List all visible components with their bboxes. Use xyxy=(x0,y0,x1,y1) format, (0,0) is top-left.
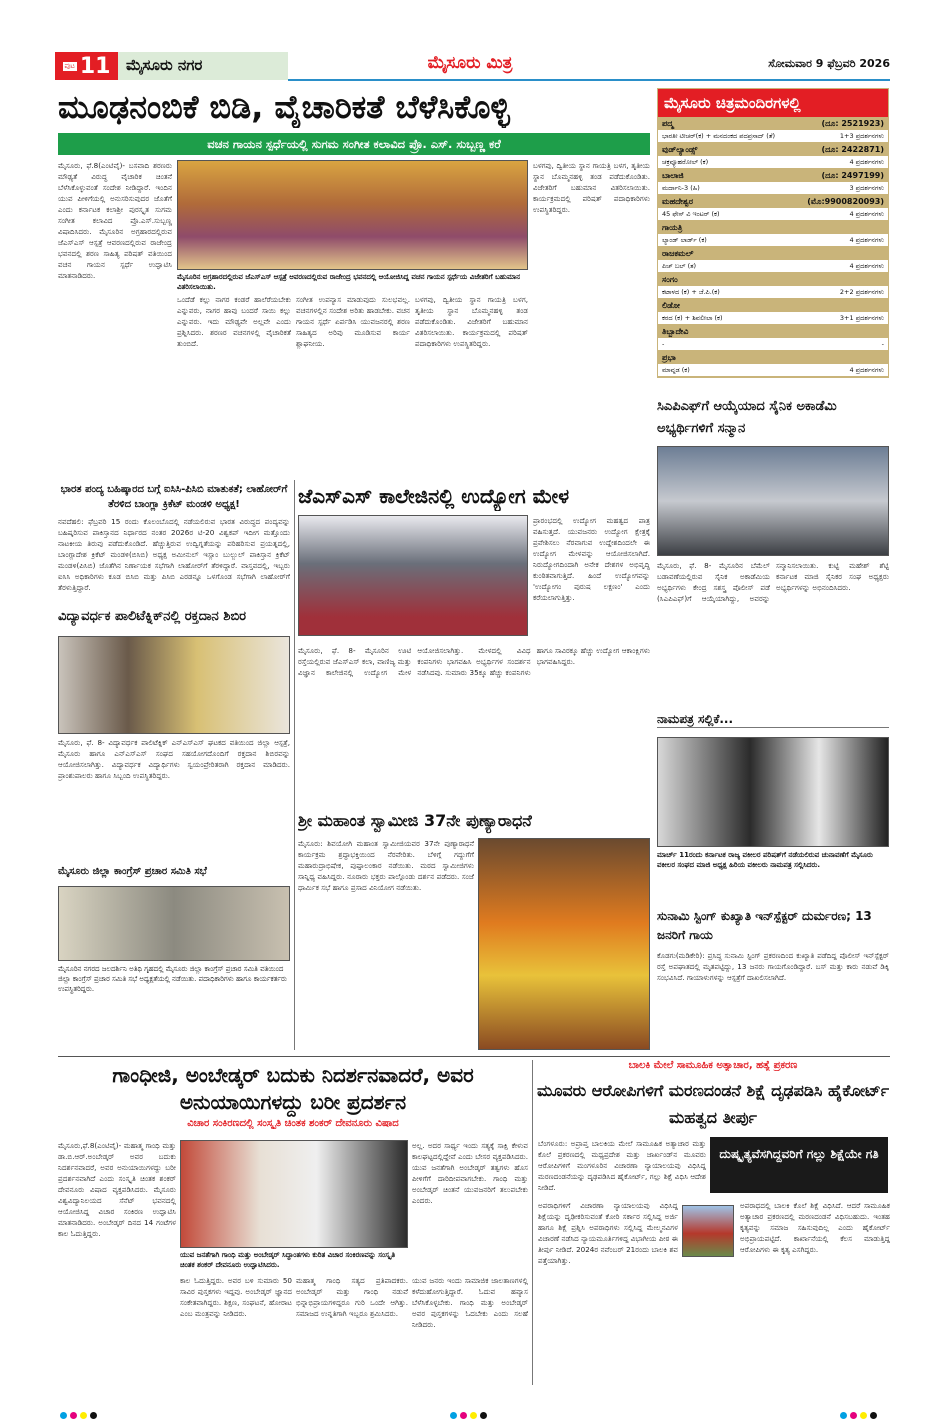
masthead: ಮೈಸೂರು ಮಿತ್ರ xyxy=(427,53,513,73)
film-title: ಕರದ (ಕ) + ಶಿವಲೀಲಾ (ಕ) xyxy=(662,314,723,322)
mahanta-headline: ಶ್ರೀ ಮಹಾಂತ ಸ್ವಾಮೀಜಿ 37ನೇ ಪುಣ್ಯಾರಾಧನೆ xyxy=(298,811,532,830)
cpf-body: ಮೈಸೂರು, ಫೆ. 8- ಮೈಸೂರಿನ ಬೆಮೆಲ್ ಬಡಾವಣೆಯಲ್ಲಿರುವ ಸೈನಿಕ ಅಕಾಡೆಮಿಯ ಅಭ್ಯರ್ಥಿಗಳು ಕೇಂದ್ರ ಸಶಸ್ತ್ರ ಪೊಲೀಸ್ ಪಡೆ (ಸಿಎಪಿಎಫ್)ಗೆ ಆಯ್ಕೆಯಾಗಿದ್ದು, ಅವರನ್ನು ಸನ್ಮಾನಿಸಲಾಯಿತು. ಕುಟ್ಟಿ ಮಹೇಶ್ ಶೆಟ್ಟಿ ಕರ್ನಾಟಕ ಮಾಜಿ ಸೈನಿಕರ ಸಂಘ ಅಧ್ಯಕ್ಷರು ಅಭ್ಯರ್ಥಿಗಳನ್ನು ಅಭಿನಂದಿಸಿದರು. xyxy=(657,561,889,603)
mahanta-photo xyxy=(478,838,650,1050)
theatre-phone: (ಮೊ:9900820093) xyxy=(807,197,884,206)
film-row xyxy=(658,286,888,299)
court-col-1: ಅಪರಾಧಿಗಳಿಗೆ ವಿಚಾರಣಾ ನ್ಯಾಯಾಲಯವು ವಿಧಿಸಿದ್ದ ಶಿಕ್ಷೆಯನ್ನು ದೃಢೀಕರಿಸುವಂತೆ ಕೋರಿ ಸರ್ಕಾರ ಸಲ್ಲಿಸಿದ್ದ ಅರ್ಜಿ ಹಾಗೂ ಶಿಕ್ಷೆ ಪ್ರಶ್ನಿಸಿ ಅಪರಾಧಿಗಳು ಸಲ್ಲಿಸಿದ್ದ ಮೇಲ್ಮನವಿಗಳ ವಿಚಾರಣೆ ನಡೆಸಿದ ನ್ಯಾಯಮೂರ್ತಿಗಳಿದ್ದ ವಿಭಾಗೀಯ ಪೀಠ ಈ ತೀರ್ಪು ನೀಡಿದೆ. 2024ರ ನವೆಂಬರ್ 21ರಂದು ಬಾಲಕಿ ಶವ ಪತ್ತೆಯಾಗಿತ್ತು. xyxy=(538,1201,678,1265)
show-count: 4 ಪ್ರದರ್ಶನಗಳು xyxy=(849,262,884,270)
gandhi-col-5: ಯುವ ಜನರು ಇಂದು ಸಾಮಾಜಿಕ ಜಾಲತಾಣಗಳಲ್ಲಿ ಕಳೆದುಹೋಗುತ್ತಿದ್ದಾರೆ. ಓದುವ ಹವ್ಯಾಸ ಬೆಳೆಸಿಕೊಳ್ಳಬೇಕು. ಗಾಂಧಿ ಮತ್ತು ಅಂಬೇಡ್ಕರ್ ಅವರ ಪುಸ್ತಕಗಳನ್ನು ಓದಬೇಕು ಎಂದು ಸಲಹೆ ನೀಡಿದರು. xyxy=(412,1276,528,1329)
film-row xyxy=(658,182,888,195)
gandhi-col-3: ಕಾಲ ಓದುತ್ತಿದ್ದರು. ಅವರ ಬಳಿ ಸುಮಾರು 50 ಸಾವಿರ ಪುಸ್ತಕಗಳು ಇದ್ದವು. ಅಂಬೇಡ್ಕರ್ ಜ್ಞಾನದ ಸಂಕೇತವಾಗಿದ್ದರು. ಶಿಕ್ಷಣ, ಸಂಘಟನೆ, ಹೋರಾಟ ಎಂಬ ಮಂತ್ರವನ್ನು ನೀಡಿದರು. xyxy=(180,1276,292,1318)
issue-date: ಸೋಮವಾರ 9 ಫೆಬ್ರವರಿ 2026 xyxy=(768,57,890,70)
lead-photo-caption: ಮೈಸೂರಿನ ಅಗ್ರಹಾರದಲ್ಲಿರುವ ಜೆಎಸ್‌ಎಸ್ ಆಸ್ಪತ್ರೆ ಆವರಣದಲ್ಲಿರುವ ರಾಜೇಂದ್ರ ಭವನದಲ್ಲಿ ಆಯೋಜಿಸಿದ್ದ ವಚನ ಗಾಯನ ಸ್ಪರ್ಧೆಯ ವಿಜೇತರಿಗೆ ಬಹುಮಾನ ವಿತರಿಸಲಾಯಿತು. xyxy=(177,273,520,291)
show-count: 4 ಪ್ರದರ್ಶನಗಳು xyxy=(849,158,884,166)
theatre-name-row xyxy=(658,143,888,156)
color-dot xyxy=(90,1412,97,1419)
bharat-body: ನವದೆಹಲಿ: ಫೆಬ್ರವರಿ 15 ರಂದು ಕೊಲಂಬೊದಲ್ಲಿ ನಡೆಯಲಿರುವ ಭಾರತ ವಿರುದ್ಧದ ಪಂದ್ಯವನ್ನು ಬಹಿಷ್ಕರಿಸುವ ಪಾಕಿಸ್ತಾನದ ನಿರ್ಧಾರದ ನಂತರ 2026ರ ಟಿ-20 ವಿಶ್ವಕಪ್ ಇದೀಗ ಮತ್ತೊಂದು ನಾಟಕೀಯ ತಿರುವು ಪಡೆದುಕೊಂಡಿದೆ. ಹೆಚ್ಚುತ್ತಿರುವ ಉದ್ವಿಗ್ನತೆಯನ್ನು ಪರಿಹರಿಸುವ ಪ್ರಯತ್ನದಲ್ಲಿ, ಬಾಂಗ್ಲಾದೇಶ ಕ್ರಿಕೆಟ್ ಮಂಡಳಿ(ಬಿಸಿಬಿ) ಅಧ್ಯಕ್ಷ ಅಮೀನುಲ್ ಇಸ್ಲಾಂ ಬುಲ್ಬುಲ್ ಪಾಕಿಸ್ತಾನ ಕ್ರಿಕೆಟ್ ಮಂಡಳಿ(ಪಿಸಿಬಿ) ಜೊತೆಗಿನ ನಿರ್ಣಾಯಕ ಸಭೆಗಾಗಿ ಲಾಹೋರ್‌ಗೆ ತೆರಳಿದ್ದಾರೆ. ವಾಸ್ತವದಲ್ಲಿ, ಇಬ್ಬರು ಐಸಿಸಿ ಅಧಿಕಾರಿಗಳು ಕೂಡ ಬಿಸಿಬಿ ಮತ್ತು ಪಿಸಿಬಿ ಎರಡನ್ನೂ ಒಳಗೊಂಡ ಸಭೆಗಾಗಿ ಲಾಹೋರ್‌ಗೆ ತೆರಳುತ್ತಿದ್ದಾರೆ. xyxy=(58,517,290,592)
registration-marks-center xyxy=(450,1404,490,1423)
gandhi-caption: ಯುವ ಜನತೆಗಾಗಿ ಗಾಂಧಿ ಮತ್ತು ಅಂಬೇಡ್ಕರ್ ಸಿದ್ಧಾಂತಗಳು ಕುರಿತ ವಿಚಾರ ಸಂಕಿರಣವನ್ನು ಸಂಸ್ಕೃತಿ ಚಿಂತಕ ಶಂಕರ್ ದೇವನೂರು ಉದ್ಘಾಟಿಸಿದರು. xyxy=(180,1251,396,1269)
theatre-phone: (ದೂ: 2521923) xyxy=(821,119,884,128)
gandhi-subhead: ವಿಚಾರ ಸಂಕಿರಣದಲ್ಲಿ ಸಂಸ್ಕೃತಿ ಚಿಂತಕ ಶಂಕರ್ ದೇವನೂರು ವಿಷಾದ xyxy=(187,1118,399,1129)
film-row xyxy=(658,260,888,273)
color-dot xyxy=(60,1412,67,1419)
theatre-name-row xyxy=(658,299,888,312)
theatre-name: ಗಾಯತ್ರಿ xyxy=(662,223,683,232)
court-lead: ಬೆಂಗಳೂರು: ಅಪ್ರಾಪ್ತ ಬಾಲಕಿಯ ಮೇಲೆ ಸಾಮೂಹಿಕ ಅತ್ಯಾಚಾರ ಮತ್ತು ಕೊಲೆ ಪ್ರಕರಣದಲ್ಲಿ ಮಧ್ಯಪ್ರದೇಶ ಮತ್ತು ಜಾರ್ಖಂಡ್‌ನ ಮೂವರು ಆರೋಪಿಗಳಿಗೆ ಮಂಗಳೂರಿನ ವಿಚಾರಣಾ ನ್ಯಾಯಾಲಯವು ವಿಧಿಸಿದ್ದ ಮರಣದಂಡನೆಯನ್ನು ದೃಢಪಡಿಸಿದ ಹೈಕೋರ್ಟ್, ಗಲ್ಲು ಶಿಕ್ಷೆ ವಿಧಿಸಿ ಆದೇಶ ನೀಡಿದೆ. xyxy=(538,1139,706,1192)
theatre-name: ವುಡ್‌ಲ್ಯಾಂಡ್ಸ್ xyxy=(662,145,698,154)
theatre-name: ರಾಜಕಮಲ್ xyxy=(662,249,694,258)
color-dot xyxy=(70,1412,77,1419)
mahanta-body: ಮೈಸೂರು: ಶಿವಯೋಗಿ ಮಹಾಂತ ಸ್ವಾಮೀಜಿಯವರ 37ನೇ ಪುಣ್ಯಾರಾಧನೆ ಕಾರ್ಯಕ್ರಮ ಶ್ರದ್ಧಾಭಕ್ತಿಯಿಂದ ನೆರವೇರಿತು. ಬೆಳಿಗ್ಗೆ ಗದ್ದುಗೆಗೆ ಮಹಾರುದ್ರಾಭಿಷೇಕ, ಪುಷ್ಪಾಲಂಕಾರ ನಡೆಯಿತು. ಮಠದ ಸ್ವಾಮೀಜಿಗಳು ಸಾನ್ನಿಧ್ಯ ವಹಿಸಿದ್ದರು. ನೂರಾರು ಭಕ್ತರು ಪಾಲ್ಗೊಂಡು ದರ್ಶನ ಪಡೆದರು. ಸಂಜೆ ಧಾರ್ಮಿಕ ಸಭೆ ಹಾಗೂ ಪ್ರಸಾದ ವಿನಿಯೋಗ ನಡೆಯಿತು. xyxy=(298,839,474,892)
cinema-listings xyxy=(657,88,889,378)
theatre-name-row xyxy=(658,351,888,364)
theatre-name-row xyxy=(658,169,888,182)
theatre-name-row xyxy=(658,325,888,338)
page-label: ಪುಟ xyxy=(64,61,75,70)
theatre-name: ಲಿಡೋ xyxy=(662,301,680,310)
cpf-headline: ಸಿಎಪಿಎಫ್‌ಗೆ ಆಯ್ಕೆಯಾದ ಸೈನಿಕ ಅಕಾಡೆಮಿ ಅಭ್ಯರ್ಥಿಗಳಿಗೆ ಸನ್ಮಾನ xyxy=(657,399,837,436)
film-row xyxy=(658,208,888,221)
jss-headline: ಜೆಎಸ್‌ಎಸ್ ಕಾಲೇಜಿನಲ್ಲಿ ಉದ್ಯೋಗ ಮೇಳ xyxy=(298,484,570,508)
color-dot xyxy=(80,1412,87,1419)
film-title: ಮರ್ದಾನಿ-3 (ಹಿ) xyxy=(662,184,700,192)
theatre-name: ಪದ್ಮ xyxy=(662,119,674,128)
lead-col-4: ಬಳಗವು, ದ್ವಿತೀಯ ಸ್ಥಾನ ಗಾಯತ್ರಿ ಬಳಗ, ತೃತೀಯ ಸ್ಥಾನ ಬೊಮ್ಮನಹಳ್ಳಿ ತಂಡ ಪಡೆದುಕೊಂಡಿತು. ವಿಜೇತರಿಗೆ ಬಹುಮಾನ ವಿತರಿಸಲಾಯಿತು. ಕಾರ್ಯಕ್ರಮದಲ್ಲಿ ಪರಿಷತ್ ಪದಾಧಿಕಾರಿಗಳು ಉಪಸ್ಥಿತರಿದ್ದರು. xyxy=(415,295,528,348)
vidya-photo xyxy=(58,636,290,734)
court-kicker: ಬಾಲಕಿ ಮೇಲೆ ಸಾಮೂಹಿಕ ಅತ್ಯಾಚಾರ, ಹತ್ಯೆ ಪ್ರಕರಣ xyxy=(628,1060,798,1071)
film-row xyxy=(658,156,888,169)
congress-caption: ಮೈಸೂರಿನ ನಗರದ ಜಲದರ್ಶಿನಿ ಅತಿಥಿ ಗೃಹದಲ್ಲಿ ಮೈಸೂರು ಜಿಲ್ಲಾ ಕಾಂಗ್ರೆಸ್ ಪ್ರಚಾರ ಸಮಿತಿ ವತಿಯಿಂದ ಜಿಲ್ಲಾ ಕಾಂಗ್ರೆಸ್ ಪ್ರಚಾರ ಸಮಿತಿ ಸಭೆ ಅಧ್ಯಕ್ಷತೆಯಲ್ಲಿ ನಡೆಯಿತು. ಪದಾಧಿಕಾರಿಗಳು ಹಾಗೂ ಕಾರ್ಯಕರ್ತರು ಉಪಸ್ಥಿತರಿದ್ದರು. xyxy=(58,965,287,993)
cpf-photo xyxy=(657,446,889,556)
film-title: 45 ಫೇಸ್ ವಿ ಇಂಟರ್ (ಕ) xyxy=(662,210,720,218)
gandhi-photo xyxy=(180,1140,408,1248)
theatre-name: ಬಾಲಾಜಿ xyxy=(662,171,684,180)
color-dot xyxy=(480,1412,487,1419)
tsunami-headline: ಸುನಾಮಿ ಸ್ಟಿಂಗ್ ಕುಖ್ಯಾತಿ ಇನ್‌ಸ್ಪೆಕ್ಟರ್ ದುರ್ಮರಣ; 13 ಜನರಿಗೆ ಗಾಯ xyxy=(657,909,872,942)
theatre-name-row xyxy=(658,195,888,208)
lead-col-2: ಒಂದೆಡೆ ಕಲ್ಲು ನಾಗರ ಕಂಡರೆ ಹಾಲೆರೆಯಬೇಕು ಎನ್ನುವರು, ನಾಗರ ಹಾವು ಬಂದರೆ ಸಾಯಿ ಕಲ್ಲು ಎನ್ನುವರು. ಇದು ಮೌಢ್ಯವೇ ಅಲ್ಲವೇ ಎಂದು ಪ್ರಶ್ನಿಸಿದರು. ಶರಣರ ವಚನಗಳಲ್ಲಿ ವೈಚಾರಿಕತೆ ತುಂಬಿದೆ. xyxy=(177,295,291,348)
congress-headline: ಮೈಸೂರು ಜಿಲ್ಲಾ ಕಾಂಗ್ರೆಸ್ ಪ್ರಚಾರ ಸಮಿತಿ ಸಭೆ xyxy=(58,866,207,877)
theatre-name: ತಿಬ್ಬಾದೇವಿ xyxy=(662,327,689,336)
jss-body: ಮೈಸೂರು, ಫೆ. 8- ಮೈಸೂರಿನ ಊಟಿ ರಸ್ತೆಯಲ್ಲಿರುವ ಜೆಎಸ್‌ಎಸ್ ಕಲಾ, ವಾಣಿಜ್ಯ ಮತ್ತು ವಿಜ್ಞಾನ ಕಾಲೇಜಿನಲ್ಲಿ ಉದ್ಯೋಗ ಮೇಳ ಆಯೋಜಿಸಲಾಗಿತ್ತು. ಮೇಳದಲ್ಲಿ ವಿವಿಧ ಕಂಪನಿಗಳು ಭಾಗವಹಿಸಿ ಅಭ್ಯರ್ಥಿಗಳ ಸಂದರ್ಶನ ನಡೆಸಿದವು. ಸುಮಾರು 35ಕ್ಕೂ ಹೆಚ್ಚು ಕಂಪನಿಗಳು ಹಾಗೂ ಸಾವಿರಕ್ಕೂ ಹೆಚ್ಚು ಉದ್ಯೋಗ ಆಕಾಂಕ್ಷಿಗಳು ಭಾಗವಹಿಸಿದ್ದರು. xyxy=(298,646,650,677)
column-divider xyxy=(532,1060,533,1385)
theatre-name-row xyxy=(658,273,888,286)
film-row xyxy=(658,312,888,325)
column-divider xyxy=(294,480,295,1050)
film-title: ಮಾವ್ನಡ (ಕ) xyxy=(662,366,690,374)
court-col-2: ಅಪರಾಧದಲ್ಲಿ ಬಾಲಕಿ ಕೊಲೆ ಶಿಕ್ಷೆ ವಿಧಿಸಿದೆ. ಆದರೆ ಸಾಮೂಹಿಕ ಅತ್ಯಾಚಾರ ಪ್ರಕರಣದಲ್ಲಿ ಮರಣದಂಡನೆ ವಿಧಿಸಬಹುದು. ಇಂತಹ ಕೃತ್ಯವನ್ನು ಸಮಾಜ ಸಹಿಸುವುದಿಲ್ಲ ಎಂದು ಹೈಕೋರ್ಟ್ ಅಭಿಪ್ರಾಯಪಟ್ಟಿದೆ. ಕಾರ್ಖಾನೆಯಲ್ಲಿ ಕೆಲಸ ಮಾಡುತ್ತಿದ್ದ ಆರೋಪಿಗಳು ಈ ಕೃತ್ಯ ಎಸಗಿದ್ದರು. xyxy=(740,1201,890,1254)
show-count: 4 ಪ್ರದರ್ಶನಗಳು xyxy=(849,210,884,218)
show-count: 4 ಪ್ರದರ್ಶನಗಳು xyxy=(849,236,884,244)
show-count: 1+3 ಪ್ರದರ್ಶನಗಳು xyxy=(839,132,884,140)
lead-col-1: ಮೈಸೂರು, ಫೆ.8(ಎಂಟಿವೈ)- ಬಸವಾದಿ ಶರಣರು ಮೌಢ್ಯತೆ ವಿರುದ್ಧ ವೈಚಾರಿಕ ಚಿಂತನೆ ಬೆಳೆಸಿಕೊಳ್ಳುವಂತೆ ಸಂದೇಶ ನೀಡಿದ್ದಾರೆ. ಇಂದಿನ ಯುವ ಪೀಳಿಗೆಯಲ್ಲಿ ಅನುಸರಿಸುವುದರ ಜೊತೆಗೆ ಎಂದು ಕರ್ನಾಟಕ ಕಲಾಶ್ರೀ ಪುರಸ್ಕೃತ ಸುಗಮ ಸಂಗೀತ ಕಲಾವಿದ ಪ್ರೊ.ಎಸ್.ಸುಬ್ಬಣ್ಣ ವಿಷಾದಿಸಿದರು. ಮೈಸೂರಿನ ಅಗ್ರಹಾರದಲ್ಲಿರುವ ಜೆಎಸ್‌ಎಸ್ ಆಸ್ಪತ್ರೆ ಆವರಣದಲ್ಲಿರುವ ರಾಜೇಂದ್ರ ಭವನದಲ್ಲಿ ಶರಣ ಸಾಹಿತ್ಯ ಪರಿಷತ್ ವತಿಯಿಂದ ವಚನ ಗಾಯನ ಸ್ಪರ್ಧೆ ಉದ್ಘಾಟಿಸಿ ಮಾತನಾಡಿದರು. xyxy=(58,161,172,280)
show-count: 2+2 ಪ್ರದರ್ಶನಗಳು xyxy=(839,288,884,296)
color-dot xyxy=(870,1412,877,1419)
show-count: 4 ಪ್ರದರ್ಶನಗಳು xyxy=(849,366,884,374)
film-title: ಪಿಚ್ ಬಲ್ (ತ) xyxy=(662,262,697,270)
registration-marks-left xyxy=(60,1404,100,1423)
lead-photo xyxy=(177,160,528,270)
show-count: 3+1 ಪ್ರದರ್ಶನಗಳು xyxy=(839,314,884,322)
theatre-name-row xyxy=(658,221,888,234)
congress-photo xyxy=(58,886,290,961)
high-court-photo xyxy=(682,1205,734,1257)
color-dot xyxy=(840,1412,847,1419)
color-dot xyxy=(450,1412,457,1419)
show-count: 3 ಪ್ರದರ್ಶನಗಳು xyxy=(849,184,884,192)
film-title: ಚಕ್ರವ್ಯೂಹರೋಲ್ (ಕ) xyxy=(662,158,709,166)
film-title: - xyxy=(662,340,665,348)
jss-photo xyxy=(298,515,528,636)
lead-col-3: ಸಂಗೀತ ಉಪನ್ಯಾಸ ಮಾಡುವುದು ಸುಲಭವಲ್ಲ. ವಚನಗಳಲ್ಲಿನ ಸಂದೇಶ ಅರಿತು ಹಾಡಬೇಕು. ವಚನ ಗಾಯನ ಸ್ಪರ್ಧೆ ಏರ್ಪಡಿಸಿ ಯುವಜನರಲ್ಲಿ ಶರಣ ಸಾಹಿತ್ಯದ ಅರಿವು ಮೂಡಿಸುವ ಕಾರ್ಯ ಶ್ಲಾಘನೀಯ. xyxy=(296,295,410,348)
lead-col-5: ಬಳಗವು, ದ್ವಿತೀಯ ಸ್ಥಾನ ಗಾಯತ್ರಿ ಬಳಗ, ತೃತೀಯ ಸ್ಥಾನ ಬೊಮ್ಮನಹಳ್ಳಿ ತಂಡ ಪಡೆದುಕೊಂಡಿತು. ವಿಜೇತರಿಗೆ ಬಹುಮಾನ ವಿತರಿಸಲಾಯಿತು. ಕಾರ್ಯಕ್ರಮದಲ್ಲಿ ಪರಿಷತ್ ಪದಾಧಿಕಾರಿಗಳು ಉಪಸ್ಥಿತರಿದ್ದರು. xyxy=(533,161,650,214)
court-box: ದುಷ್ಕೃತ್ಯವೆಸಗಿದ್ದವರಿಗೆ ಗಲ್ಲು ಶಿಕ್ಷೆಯೇ ಗತಿ xyxy=(710,1137,888,1193)
section-title: ಮೈಸೂರು ನಗರ xyxy=(118,52,288,80)
film-title: ಲ್ಯಾಂಡ್ ಲಾರ್ಡ್ (ಕ) xyxy=(662,236,707,244)
color-dot xyxy=(460,1412,467,1419)
vidya-headline: ವಿದ್ಯಾವರ್ಧಕ ಪಾಲಿಟೆಕ್ನಿಕ್‌ನಲ್ಲಿ ರಕ್ತದಾನ ಶಿಬಿರ xyxy=(58,609,247,624)
color-dot xyxy=(850,1412,857,1419)
theatre-phone: (ದೂ: 2422871) xyxy=(821,145,884,154)
film-title: ಭಾರತೀ ಟೀಚರ್(ಕ) + ಮನದಂಕದ ಪದಪ್ರಸಾದ್ (ತೆ) xyxy=(662,132,776,140)
film-row xyxy=(658,364,888,377)
lead-headline: ಮೂಢನಂಬಿಕೆ ಬಿಡಿ, ವೈಚಾರಿಕತೆ ಬೆಳೆಸಿಕೊಳ್ಳಿ xyxy=(58,88,510,126)
registration-marks-right xyxy=(840,1404,880,1423)
page-number: 11 xyxy=(79,53,111,79)
vidya-body: ಮೈಸೂರು, ಫೆ. 8- ವಿದ್ಯಾವರ್ಧಕ ಪಾಲಿಟೆಕ್ನಿಕ್ ಎನ್‌ಎಸ್‌ಎಸ್ ಘಟಕದ ವತಿಯಿಂದ ಜಿಲ್ಲಾ ಆಸ್ಪತ್ರೆ, ಮೈಸೂರು ಹಾಗೂ ಎನ್‌ಎಸ್‌ಎಸ್ ಸಂಘದ ಸಹಯೋಗದೊಂದಿಗೆ ರಕ್ತದಾನ ಶಿಬಿರವನ್ನು ಆಯೋಜಿಸಲಾಗಿತ್ತು. ವಿದ್ಯಾವರ್ಧಕ ವಿದ್ಯಾರ್ಥಿಗಳು ಸ್ವಯಂಪ್ರೇರಿತರಾಗಿ ರಕ್ತದಾನ ಮಾಡಿದರು. ಪ್ರಾಂಶುಪಾಲರು ಹಾಗೂ ಸಿಬ್ಬಂದಿ ಉಪಸ್ಥಿತರಿದ್ದರು. xyxy=(58,738,290,780)
header-rule xyxy=(288,79,890,81)
cinema-title: ಮೈಸೂರು ಚಿತ್ರಮಂದಿರಗಳಲ್ಲಿ xyxy=(658,89,888,117)
gandhi-col-2: ಅಲ್ಲ. ಅದರ ಸಾರ್ಥ್ಯ ಇಂದು ಸತ್ಯಕ್ಕೆ ಸಾಕ್ಷಿ ಕೇಳುವ ಕಾಲಘಟ್ಟದಲ್ಲಿದ್ದೇವೆ ಎಂದು ಬೇಸರ ವ್ಯಕ್ತಪಡಿಸಿದರು. ಯುವ ಜನತೆಗಾಗಿ ಅಂಬೇಡ್ಕರ್ ತತ್ವಗಳು ಹೊಸ ಪೀಳಿಗೆಗೆ ದಾರಿದೀಪವಾಗಬೇಕು. ಗಾಂಧಿ ಮತ್ತು ಅಂಬೇಡ್ಕರ್ ಚಿಂತನೆ ಯುವಜನರಿಗೆ ತಲುಪಬೇಕು ಎಂದರು. xyxy=(412,1141,528,1205)
film-row xyxy=(658,130,888,143)
color-dot xyxy=(860,1412,867,1419)
theatre-name: ಸಂಗಂ xyxy=(662,275,678,284)
nomination-caption: ಮಾರ್ಚ್ 11ರಂದು ಕರ್ನಾಟಕ ರಾಜ್ಯ ವಕೀಲರ ಪರಿಷತ್‌ಗೆ ನಡೆಯಲಿರುವ ಚುನಾವಣೆಗೆ ಮೈಸೂರು ವಕೀಲರ ಸಂಘದ ಮಾಜಿ ಅಧ್ಯಕ್ಷ ಹಿರಿಯ ವಕೀಲರು ನಾಮಪತ್ರ ಸಲ್ಲಿಸಿದರು. xyxy=(657,851,873,869)
film-title: ಕಟಾಳದ (ಕ) + ಜೆ.ಪಿ.(ಕ) xyxy=(662,288,720,296)
tsunami-body: ಕೊಡಗು(ಮಡಿಕೇರಿ): ಪ್ರಸಿದ್ಧ ಸುನಾಮಿ ಸ್ಟಿಂಗ್ ಪ್ರಕರಣದಿಂದ ಕುಖ್ಯಾತಿ ಪಡೆದಿದ್ದ ಪೊಲೀಸ್ ಇನ್‌ಸ್ಪೆಕ್ಟರ್ ರಸ್ತೆ ಅಪಘಾತದಲ್ಲಿ ಮೃತಪಟ್ಟಿದ್ದು, 13 ಜನರು ಗಾಯಗೊಂಡಿದ್ದಾರೆ. ಬಸ್ ಮತ್ತು ಕಾರು ನಡುವೆ ಡಿಕ್ಕಿ ಸಂಭವಿಸಿದೆ. ಗಾಯಾಳುಗಳನ್ನು ಆಸ್ಪತ್ರೆಗೆ ದಾಖಲಿಸಲಾಗಿದೆ. xyxy=(657,951,889,982)
court-headline: ಮೂವರು ಆರೋಪಿಗಳಿಗೆ ಮರಣದಂಡನೆ ಶಿಕ್ಷೆ ದೃಢಪಡಿಸಿ ಹೈಕೋರ್ಟ್ ಮಹತ್ವದ ತೀರ್ಪು xyxy=(536,1081,890,1127)
nomination-headline: ನಾಮಪತ್ರ ಸಲ್ಲಿಕೆ... xyxy=(657,712,889,728)
bharat-headline: ಭಾರತ ಪಂದ್ಯ ಬಹಿಷ್ಕಾರದ ಬಗ್ಗೆ ಐಸಿಸಿ-ಪಿಸಿಬಿ ಮಾತುಕತೆ; ಲಾಹೋರ್‌ಗೆ ತೆರಳಿದ ಬಾಂಗ್ಲಾ ಕ್ರಿಕೆಟ್ ಮಂಡಳಿ ಅಧ್ಯಕ್ಷ! xyxy=(60,484,288,510)
theatre-name: ಪ್ರಭಾ xyxy=(662,353,676,362)
page-number-badge xyxy=(55,52,118,80)
show-count: - xyxy=(881,340,884,348)
section-rule xyxy=(58,1056,890,1057)
film-row xyxy=(658,234,888,247)
theatre-name-row xyxy=(658,117,888,130)
theatre-name-row xyxy=(658,247,888,260)
gandhi-col-4: ಮಹಾತ್ಮ ಗಾಂಧಿ ಸತ್ಯದ ಪ್ರತಿಪಾದಕರು. ಅಂಬೇಡ್ಕರ್ ಮತ್ತು ಗಾಂಧಿ ನಡುವೆ ಭಿನ್ನಾಭಿಪ್ರಾಯಗಳಿದ್ದರೂ ಗುರಿ ಒಂದೇ ಆಗಿತ್ತು. ಸಮಾಜದ ಉನ್ನತಿಗಾಗಿ ಇಬ್ಬರೂ ಶ್ರಮಿಸಿದರು. xyxy=(296,1276,408,1318)
theatre-phone: (ದೂ: 2497199) xyxy=(821,171,884,180)
color-dot xyxy=(470,1412,477,1419)
gandhi-headline: ಗಾಂಧೀಜಿ, ಅಂಬೇಡ್ಕರ್ ಬದುಕು ನಿದರ್ಶನವಾದರೆ, ಅವರ ಅನುಯಾಯಿಗಳದ್ದು ಬರೀ ಪ್ರದರ್ಶನ xyxy=(112,1063,474,1114)
jss-side: ಪ್ರಾರಂಭದಲ್ಲಿ ಉದ್ಯೋಗ ಮಹತ್ವದ ಪಾತ್ರ ವಹಿಸುತ್ತದೆ. ಯುವಜನರು ಉದ್ಯೋಗ ಕ್ಷೇತ್ರಕ್ಕೆ ಪ್ರವೇಶಿಸಲು ನೆರವಾಗುವ ಉದ್ದೇಶದಿಂದಲೇ ಈ ಉದ್ಯೋಗ ಮೇಳವನ್ನು ಆಯೋಜಿಸಲಾಗಿದೆ. ನಿರುದ್ಯೋಗದಿಂದಾಗಿ ಅನೇಕ ದೇಶಗಳ ಅಭಿವೃದ್ಧಿ ಕುಂಠಿತವಾಗುತ್ತಿದೆ. ಹಿಂದೆ ಉದ್ಯೋಗವನ್ನು 'ಉದ್ಯೋಗಂ ಪುರುಷ ಲಕ್ಷಣಂ' ಎಂದು ಕರೆಯಲಾಗುತ್ತಿತ್ತು. xyxy=(533,516,650,602)
theatre-name: ಮಹದೇಶ್ವರ xyxy=(662,197,693,206)
lead-subhead: ವಚನ ಗಾಯನ ಸ್ಪರ್ಧೆಯಲ್ಲಿ ಸುಗಮ ಸಂಗೀತ ಕಲಾವಿದ ಪ್ರೊ. ಎಸ್. ಸುಬ್ಬಣ್ಣ ಕರೆ xyxy=(58,133,650,155)
film-row xyxy=(658,338,888,351)
nomination-photo xyxy=(657,737,889,847)
gandhi-col-1: ಮೈಸೂರು,ಫೆ.8(ಎಂಟಿವೈ)- ಮಹಾತ್ಮ ಗಾಂಧಿ ಮತ್ತು ಡಾ.ಬಿ.ಆರ್.ಅಂಬೇಡ್ಕರ್ ಅವರ ಬದುಕು ನಿದರ್ಶನವಾದರೆ, ಅವರ ಅನುಯಾಯಿಗಳದ್ದು ಬರೀ ಪ್ರದರ್ಶನವಾಗಿದೆ ಎಂದು ಸಂಸ್ಕೃತಿ ಚಿಂತಕ ಶಂಕರ್ ದೇವನೂರು ವಿಷಾದ ವ್ಯಕ್ತಪಡಿಸಿದರು. ಮೈಸೂರು ವಿಶ್ವವಿದ್ಯಾನಿಲಯದ ಸೆನೆಟ್ ಭವನದಲ್ಲಿ ಆಯೋಜಿಸಿದ್ದ ವಿಚಾರ ಸಂಕಿರಣ ಉದ್ಘಾಟಿಸಿ ಮಾತನಾಡಿದರು. ಅಂಬೇಡ್ಕರ್ ದಿನದ 14 ಗಂಟೆಗಳ ಕಾಲ ಓದುತ್ತಿದ್ದರು. xyxy=(58,1141,176,1238)
